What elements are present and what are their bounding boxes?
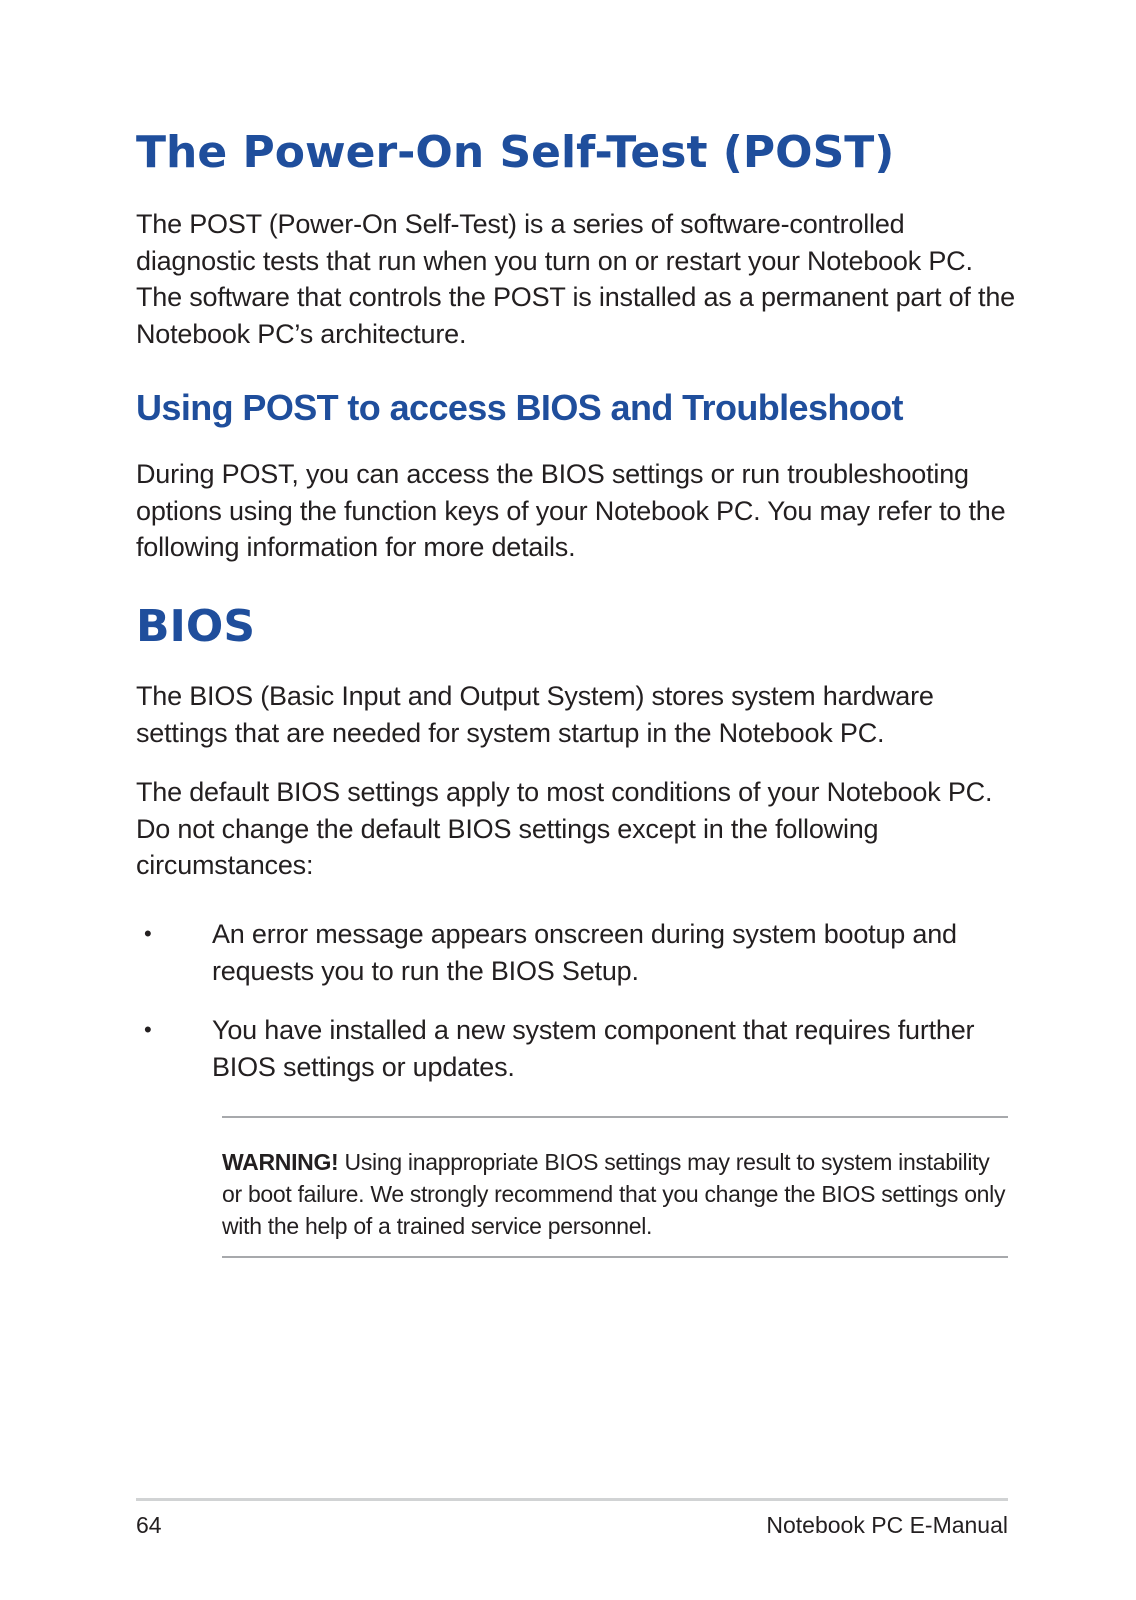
warning-notice	[222, 1116, 1008, 1258]
section-heading-using-post: Using POST to access BIOS and Troubleshoot	[136, 387, 903, 428]
page-title-post: The Power-On Self-Test (POST)	[136, 127, 895, 178]
section-title-bios: BIOS	[136, 601, 256, 652]
using-post-description: During POST, you can access the BIOS settings or run troubleshooting options using the function keys of your Notebook PC. You may refer to the following information for more details.	[136, 459, 1006, 562]
list-item-text: You have installed a new system component that requires further BIOS settings or updates.	[212, 1015, 975, 1082]
bios-description: The BIOS (Basic Input and Output System) stores system hardware settings that are needed for system startup in the Notebook PC.	[136, 681, 934, 748]
bullet-icon: •	[144, 1017, 152, 1042]
manual-title: Notebook PC E-Manual	[766, 1512, 1008, 1538]
page-number: 64	[136, 1512, 162, 1538]
warning-text	[222, 1146, 1008, 1242]
list-item-text: An error message appears onscreen during system bootup and requests you to run the BIOS Setup.	[212, 919, 957, 986]
footer-divider	[136, 1498, 1008, 1501]
post-description: The POST (Power-On Self-Test) is a series of software-controlled diagnostic tests that run when you turn on or restart your Notebook PC. The software that controls the POST is installed as a permanent part of the Notebook PC’s architecture.	[136, 209, 1015, 349]
bios-default-settings-description: The default BIOS settings apply to most conditions of your Notebook PC. Do not change the default BIOS settings except in the following circumstances:	[136, 777, 993, 880]
warning-label: WARNING!	[222, 1149, 339, 1175]
bullet-icon: •	[144, 921, 152, 946]
warning-message: Using inappropriate BIOS settings may result to system instability or boot failure. We strongly recommend that you change the BIOS settings only with the help of a trained service personnel.	[222, 1149, 1006, 1239]
